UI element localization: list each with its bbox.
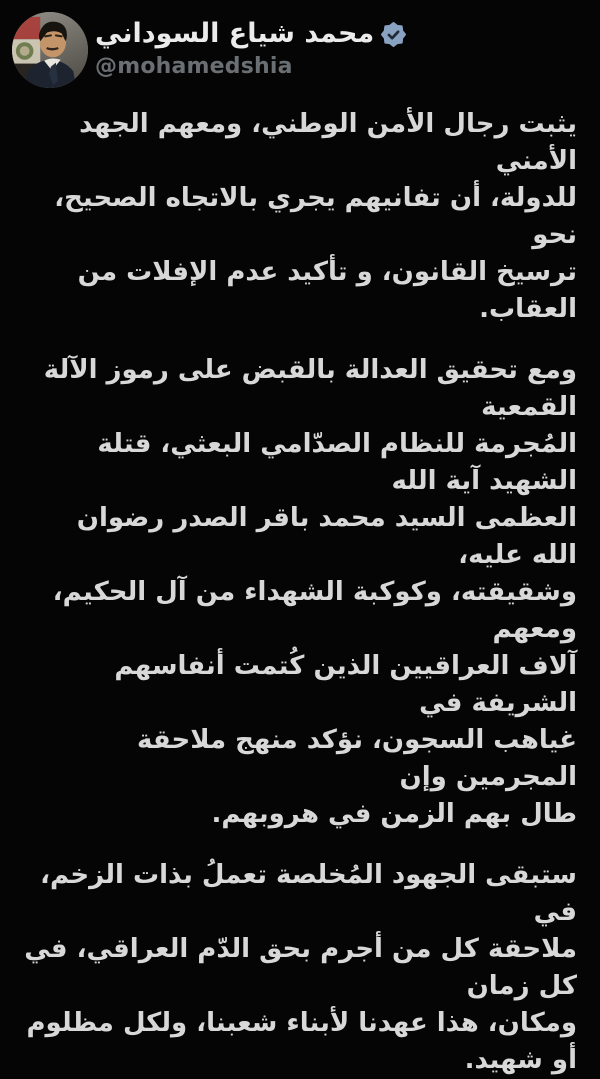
tweet-header — [12, 12, 406, 88]
tweet-line: غياهب السجون، نؤكد منهج ملاحقة المجرمين وإن — [136, 725, 577, 792]
identity-block — [95, 12, 406, 80]
tweet-line: ملاحقة كل من أجرم بحق الدّم العراقي، في كل زمان — [24, 934, 577, 1001]
tweet-paragraph-1 — [23, 106, 577, 328]
tweet-paragraph-3 — [23, 857, 577, 1079]
tweet-line: ومكان، هذا عهدنا لأبناء شعبنا، ولكل مظلوم أو شهيد. — [26, 1008, 577, 1075]
tweet-line: طال بهم الزمن في هروبهم. — [211, 799, 577, 829]
avatar[interactable] — [12, 12, 88, 88]
tweet-paragraph-2 — [23, 352, 577, 833]
tweet-line: ترسيخ القانون، و تأكيد عدم الإفلات من العقاب. — [77, 257, 577, 324]
tweet-line: آلاف العراقيين الذين كُتمت أنفاسهم الشريفة في — [114, 651, 577, 718]
verified-badge-icon — [381, 22, 406, 47]
tweet-line: وشقيقته، وكوكبة الشهداء من آل الحكيم، ومعهم — [52, 577, 577, 644]
tweet-line: ومع تحقيق العدالة بالقبض على رموز الآلة القمعية — [43, 355, 577, 422]
display-name[interactable]: محمد شياع السوداني — [95, 18, 375, 49]
tweet-line: يثبت رجال الأمن الوطني، ومعهم الجهد الأمني — [79, 109, 577, 176]
tweet-line: للدولة، أن تفانيهم يجري بالاتجاه الصحيح، نحو — [54, 183, 577, 250]
display-name-row — [95, 17, 406, 51]
tweet-line: المُجرمة للنظام الصدّامي البعثي، قتلة الشهيد آية الله — [97, 429, 577, 496]
tweet-line: العظمى السيد محمد باقر الصدر رضوان الله عليه، — [76, 503, 577, 570]
profile-photo-icon — [12, 12, 88, 88]
tweet-text — [0, 106, 600, 1079]
user-handle[interactable]: @mohamedshia — [95, 54, 293, 79]
tweet-line: ستبقى الجهود المُخلصة تعملُ بذات الزخم، في — [40, 860, 577, 927]
